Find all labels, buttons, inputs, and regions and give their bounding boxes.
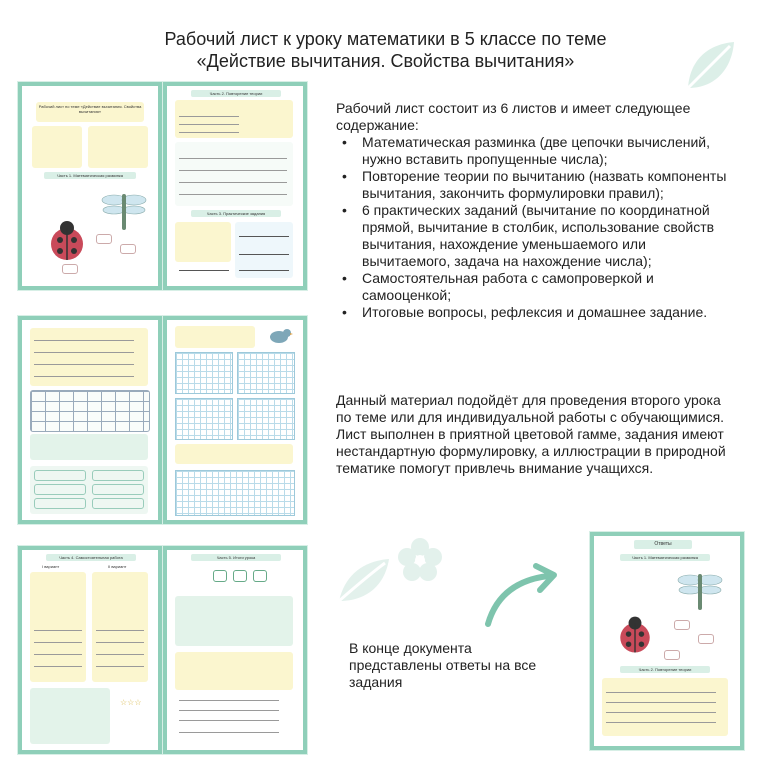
- sheet-topic: Рабочий лист по теме «Действие вычитания. Свойства вычитания»: [38, 104, 142, 114]
- cell: [92, 470, 144, 481]
- title-line-2: «Действие вычитания. Свойства вычитания»: [196, 51, 575, 71]
- answer-line: [179, 116, 239, 117]
- cell: [92, 484, 144, 495]
- answer-line: [179, 700, 279, 701]
- page-title: [80, 28, 691, 72]
- answer-line: [96, 654, 144, 655]
- list-item: • 6 практических заданий (вычитание по координатной прямой, вычитание в столбик, использование свойств вычитания, нахождение уменьшаемого или вычитаемого, задача на нахождение числа);: [336, 202, 736, 270]
- column-grid: [175, 352, 233, 394]
- cell: [34, 470, 86, 481]
- box: [120, 244, 136, 254]
- answer-line: [34, 352, 134, 353]
- answers-page: [590, 532, 744, 750]
- cell: [92, 498, 144, 509]
- task-box: [175, 444, 293, 464]
- answer-line: [179, 732, 279, 733]
- questions-box: [175, 596, 293, 646]
- answers-note: В конце документа представлены ответы на все задания: [349, 640, 537, 690]
- self-check-box: [30, 688, 110, 744]
- theory-answers-box: [602, 678, 728, 736]
- rule-box: [30, 434, 148, 460]
- box: [62, 264, 78, 274]
- worksheet-page-5: [18, 546, 162, 754]
- answer-line: [34, 666, 82, 667]
- answer-line: [606, 712, 716, 713]
- answer-line: [96, 630, 144, 631]
- rules-box: [175, 142, 293, 206]
- answer-line: [96, 642, 144, 643]
- number-line: [239, 254, 289, 255]
- answer-line: [179, 132, 239, 133]
- worksheet-page-3: [18, 316, 162, 524]
- goals-box: [88, 126, 148, 168]
- title-line-1: Рабочий лист к уроку математики в 5 классе по теме: [164, 29, 607, 49]
- worksheet-page-6: [163, 546, 307, 754]
- solution-grid: [175, 470, 295, 516]
- part-4-title: Часть 4. Самостоятельная работа: [59, 555, 123, 560]
- answer-line: [179, 710, 279, 711]
- part-5-title: Часть 5. Итоги урока: [216, 555, 256, 560]
- scheme-box: [253, 570, 267, 582]
- description-intro: Рабочий лист состоит из 6 листов и имеет следующее содержание:: [336, 100, 691, 133]
- answer-line: [179, 182, 287, 183]
- leaf-icon: [335, 555, 393, 605]
- column-grid: [237, 352, 295, 394]
- arrow-icon: [482, 560, 562, 630]
- variant-2-label: II вариант: [108, 564, 127, 569]
- answer-line: [179, 720, 279, 721]
- answer-line: [606, 702, 716, 703]
- box: [674, 620, 690, 630]
- answer-line: [179, 124, 239, 125]
- dragonfly-icon: [676, 568, 724, 612]
- worksheet-page-1: [18, 82, 162, 290]
- star-icon: ☆☆☆: [120, 698, 142, 707]
- answers-part-1: Часть 1. Математическая разминка: [632, 555, 698, 560]
- part-2-title: Часть 2. Повторение теории: [209, 91, 263, 96]
- number-line: [239, 270, 289, 271]
- list-item: • Итоговые вопросы, рефлексия и домашнее задание.: [336, 304, 736, 321]
- variant-1-label: I вариант: [42, 564, 60, 569]
- box: [664, 650, 680, 660]
- answer-line: [179, 170, 287, 171]
- answers-title: Ответы: [654, 541, 672, 547]
- answer-line: [34, 376, 134, 377]
- answer-line: [34, 630, 82, 631]
- answer-line: [179, 194, 287, 195]
- flower-icon: [395, 535, 445, 585]
- answer-line: [179, 158, 287, 159]
- task-box: [175, 326, 255, 348]
- box: [698, 634, 714, 644]
- worksheet-page-2: [163, 82, 307, 290]
- number-line: [179, 270, 229, 271]
- ladybug-icon: [612, 612, 658, 658]
- paragraph: Данный материал подойдёт для проведения второго урока по теме или для индивидуальной работы с обучающимися.: [336, 392, 725, 425]
- list-item: • Повторение теории по вычитанию (назвать компоненты вычитания, закончить формулировки правил);: [336, 168, 736, 202]
- answer-line: [34, 654, 82, 655]
- plan-box: [32, 126, 82, 168]
- description-paragraphs: [336, 392, 736, 477]
- answer-line: [34, 364, 134, 365]
- task-box: [30, 328, 148, 386]
- paragraph: Лист выполнен в приятной цветовой гамме, задания имеют нестандартную формулировку, а иллюстрации в природной тематике помогут привлечь внимание учащихся.: [336, 426, 726, 476]
- part-1-title: Часть 1. Математическая разминка: [57, 173, 123, 178]
- box: [96, 234, 112, 244]
- number-line: [239, 236, 289, 237]
- answer-line: [606, 722, 716, 723]
- scheme-box: [213, 570, 227, 582]
- part-3-title: Часть 3. Практические задания: [206, 211, 266, 216]
- column-grid: [175, 398, 233, 440]
- answers-part-2: Часть 2. Повторение теории: [638, 667, 692, 672]
- answer-line: [606, 692, 716, 693]
- dragonfly-icon: [100, 188, 148, 232]
- scheme-box: [233, 570, 247, 582]
- cell: [34, 498, 86, 509]
- answer-line: [96, 666, 144, 667]
- answer-line: [34, 340, 134, 341]
- bird-icon: [267, 326, 293, 346]
- answer-line: [34, 642, 82, 643]
- contents-list: [336, 134, 736, 321]
- description: [336, 100, 736, 321]
- worksheet-page-4: [163, 316, 307, 524]
- table: [30, 390, 150, 432]
- leaf-icon: [680, 38, 738, 96]
- cell: [34, 484, 86, 495]
- list-item: • Математическая разминка (две цепочки вычислений, нужно вставить пропущенные числа);: [336, 134, 736, 168]
- ladybug-icon: [42, 216, 92, 266]
- task-box: [175, 222, 231, 262]
- column-grid: [237, 398, 295, 440]
- list-item: • Самостоятельная работа с самопроверкой и самооценкой;: [336, 270, 736, 304]
- reflection-box: [175, 652, 293, 690]
